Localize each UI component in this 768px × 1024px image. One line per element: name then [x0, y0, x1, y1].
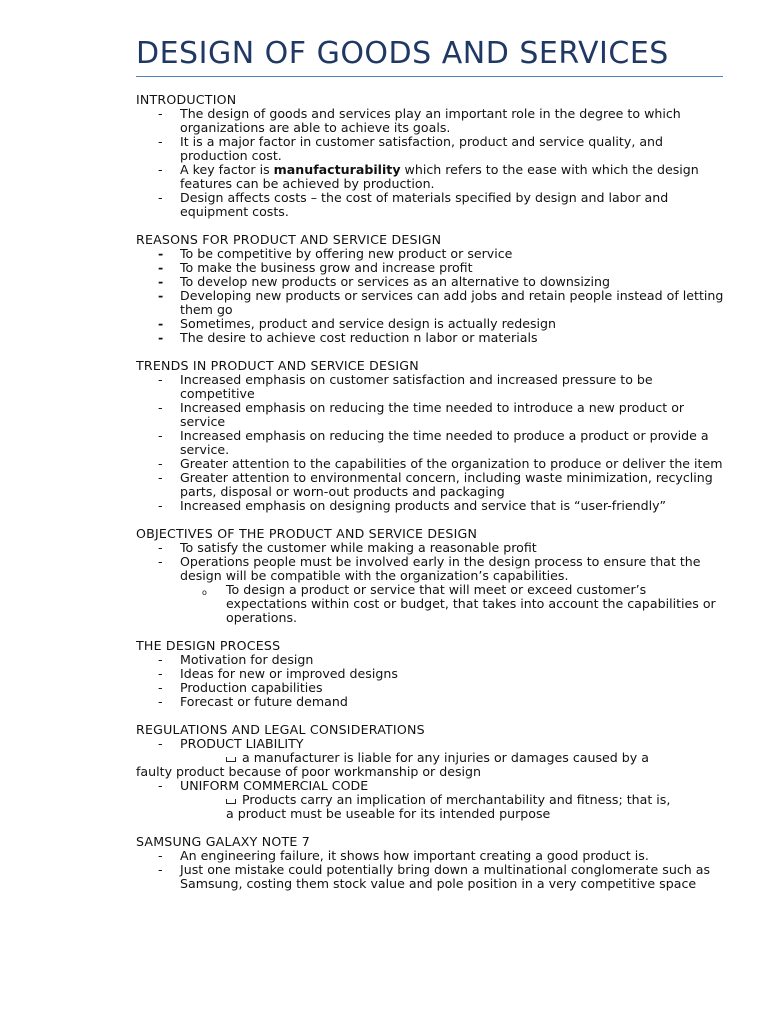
list-item: - It is a major factor in customer satisfaction, product and service quality, and production cost. [158, 134, 664, 163]
dash-bullet: - [158, 862, 163, 877]
list-item: - UNIFORM COMMERCIAL CODE [158, 778, 369, 793]
square-bullet-icon [226, 757, 236, 762]
section-heading: OBJECTIVES OF THE PRODUCT AND SERVICE DESIGN [136, 526, 478, 541]
dash-bullet: - [158, 428, 163, 443]
section-heading: TRENDS IN PRODUCT AND SERVICE DESIGN [136, 358, 419, 373]
section-introduction [136, 93, 726, 219]
square-bullet-icon [226, 799, 236, 804]
detail-text-continued: a product must be useable for its intended purpose [226, 806, 551, 821]
section-trends [136, 359, 726, 513]
dash-bullet: - [158, 652, 163, 667]
list-item: - A key factor is manufacturability which refers to the ease with which the design features can be achieved by production. [158, 162, 699, 191]
dash-bullet: - [158, 666, 163, 681]
list-item: - Increased emphasis on customer satisfaction and increased pressure to be competitive [158, 372, 653, 401]
dash-bullet: - [158, 316, 164, 331]
dash-bullet: - [158, 106, 163, 121]
list-item: - Greater attention to environmental concern, including waste minimization, recycling parts, disposal or worn-out products and packaging [158, 470, 713, 499]
list-item: - The design of goods and services play an important role in the degree to which organizations are able to achieve its goals. [158, 106, 681, 135]
section-heading: INTRODUCTION [136, 92, 237, 107]
section-heading: REASONS FOR PRODUCT AND SERVICE DESIGN [136, 232, 442, 247]
list-item: - Production capabilities [158, 680, 323, 695]
bold-term: manufacturability [273, 162, 401, 177]
dash-bullet: - [158, 736, 163, 751]
list-item: - Increased emphasis on reducing the time needed to introduce a new product or service [158, 400, 685, 429]
list-item: - Increased emphasis on designing products and service that is “user-friendly” [158, 498, 667, 513]
list-item: - Motivation for design [158, 652, 314, 667]
list-item: - To make the business grow and increase profit [158, 260, 473, 275]
list-item: - An engineering failure, it shows how important creating a good product is. [158, 848, 649, 863]
section-samsung [136, 835, 726, 891]
dash-bullet: - [158, 246, 164, 261]
list-item: - Just one mistake could potentially bring down a multinational conglomerate such as Samsung, costing them stock value and pole position in a very competitive space [158, 862, 711, 891]
dash-bullet: - [158, 694, 163, 709]
list-item: - Ideas for new or improved designs [158, 666, 398, 681]
dash-bullet: - [158, 190, 163, 205]
page-title: DESIGN OF GOODS AND SERVICES [136, 36, 669, 71]
dash-bullet: - [158, 134, 163, 149]
dash-bullet: - [158, 372, 163, 387]
section-heading: THE DESIGN PROCESS [136, 638, 281, 653]
dash-bullet: - [158, 470, 163, 485]
circle-bullet: o [202, 588, 207, 597]
dash-bullet: - [158, 498, 163, 513]
dash-bullet: - [158, 260, 164, 275]
list-item: - To satisfy the customer while making a reasonable profit [158, 540, 537, 555]
section-objectives [136, 527, 726, 625]
section-heading: REGULATIONS AND LEGAL CONSIDERATIONS [136, 722, 425, 737]
list-item: - Increased emphasis on reducing the time needed to produce a product or provide a service. [158, 428, 709, 457]
section-heading: SAMSUNG GALAXY NOTE 7 [136, 834, 310, 849]
section-regulations [136, 723, 726, 821]
document-body [136, 93, 726, 905]
dash-bullet: - [158, 274, 164, 289]
list-item: - Greater attention to the capabilities of the organization to produce or deliver the item [158, 456, 723, 471]
dash-bullet: - [158, 288, 164, 303]
list-item: - Forecast or future demand [158, 694, 348, 709]
list-item: - PRODUCT LIABILITY [158, 736, 304, 751]
list-item: - To be competitive by offering new product or service [158, 246, 513, 261]
dash-bullet: - [158, 456, 163, 471]
dash-bullet: - [158, 680, 163, 695]
dash-bullet: - [158, 400, 163, 415]
detail-text: Products carry an implication of merchantability and fitness; that is, [136, 793, 726, 807]
dash-bullet: - [158, 162, 163, 177]
list-item: - Design affects costs – the cost of materials specified by design and labor and equipment costs. [158, 190, 669, 219]
list-item: - Operations people must be involved early in the design process to ensure that the design will be compatible with the organization’s capabilities. [158, 554, 701, 583]
dash-bullet: - [158, 554, 163, 569]
dash-bullet: - [158, 848, 163, 863]
detail-text: a manufacturer is liable for any injuries or damages caused by a [136, 751, 726, 765]
dash-bullet: - [158, 330, 164, 345]
list-item: - To develop new products or services as an alternative to downsizing [158, 274, 610, 289]
dash-bullet: - [158, 540, 163, 555]
title-underline [136, 76, 723, 77]
list-item: - Developing new products or services can add jobs and retain people instead of letting them go [158, 288, 724, 317]
list-item: - The desire to achieve cost reduction n labor or materials [158, 330, 538, 345]
detail-text-continued: faulty product because of poor workmanship or design [136, 764, 482, 779]
section-reasons [136, 233, 726, 345]
section-design-process [136, 639, 726, 709]
sub-list-item: o To design a product or service that will meet or exceed customer’s expectations within cost or budget, that takes into account the capabilities or operations. [202, 582, 716, 625]
dash-bullet: - [158, 778, 163, 793]
list-item: - Sometimes, product and service design is actually redesign [158, 316, 556, 331]
